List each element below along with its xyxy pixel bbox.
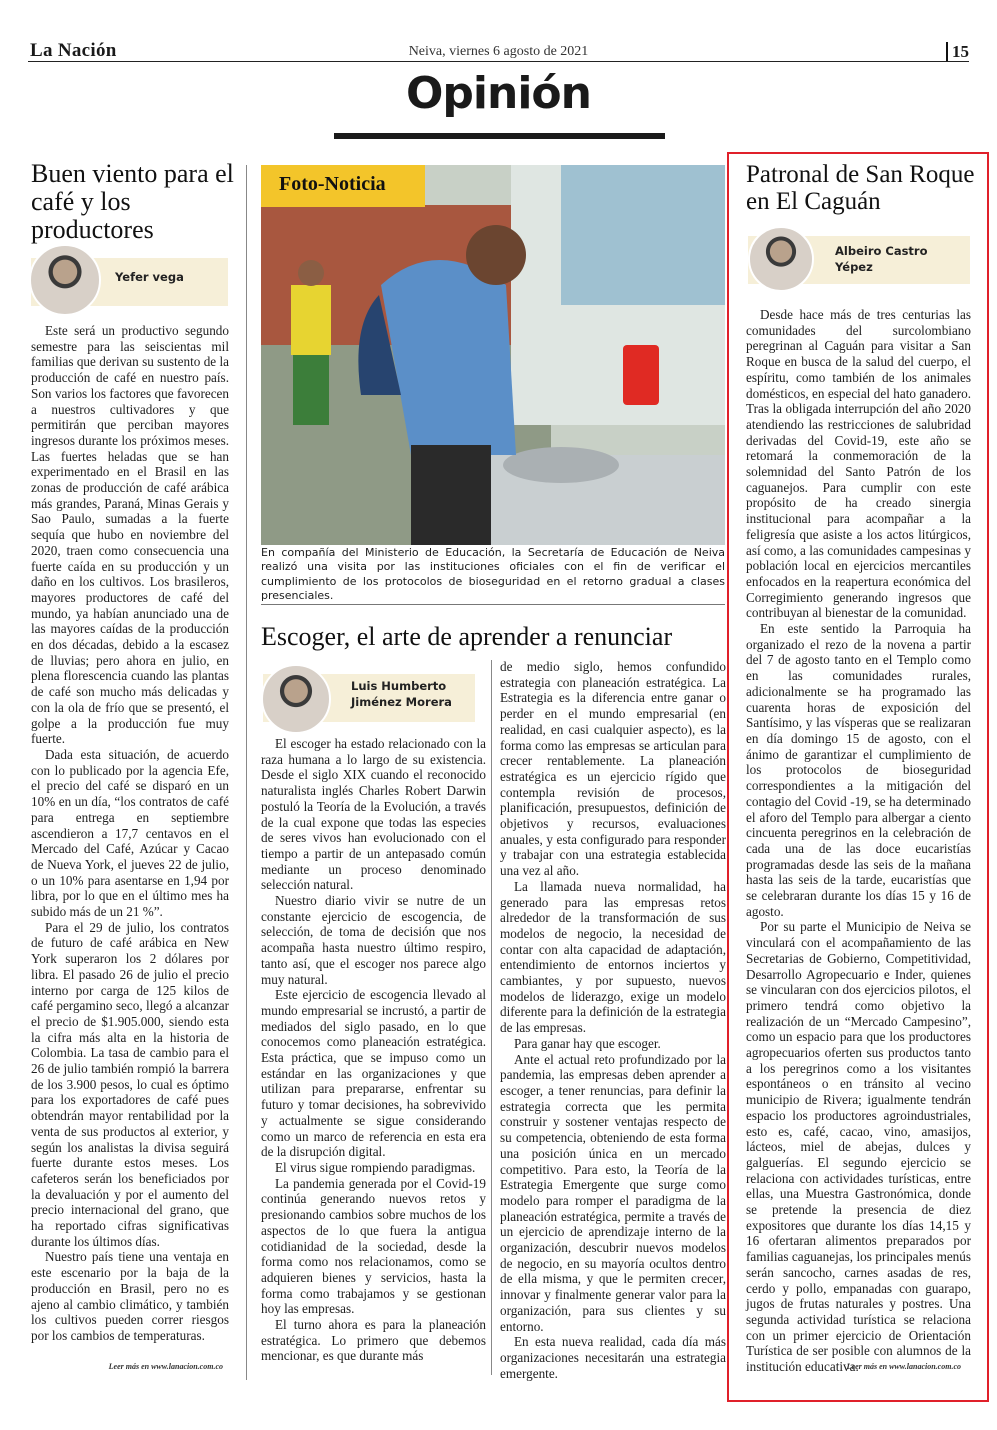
masthead-rule — [28, 61, 969, 62]
author-photo — [29, 244, 101, 316]
photo-illustration — [261, 165, 725, 545]
masthead-brand: La Nación — [30, 40, 117, 61]
paragraph: Para ganar hay que escoger. — [514, 1035, 661, 1051]
author-name-line2: Yépez — [835, 259, 873, 274]
article-body-cafe — [31, 323, 229, 1363]
author-box-cafe — [31, 258, 228, 306]
paragraph: La llamada nueva normalidad, ha generado para las empresas retos alrededor de la transformación de sus modelos de negocio, la necesidad de contar con alta capacidad de adaptación, entendimiento de entornos inciertos y cambiantes, y por supuesto, nuevos modelos de liderazgo, exige un modelo diferente para la definición de la estrategia de las empresas. — [500, 878, 726, 1036]
paragraph: Desde hace más de tres centurias las comunidades del surcolombiano peregrinan al Caguán para visitar a San Roque en busca de la salud del cuerpo, el espíritu, como también de los animales domésticos, en especial del hato ganadero. Tras la obligada interrupción del año 2020 atendiendo las restricciones de salubridad derivadas del Covid-19, este año se retomará la conmemoración de la solemnidad del Santo Patrón de los caguanejos. Para cumplir con este propósito de ha creado sinergia institucional para acompañar a la feligresía que asiste a los actos litúrgicos, así como, a las comunidades campesinas y población local en ejercicios mercantiles enfocados en la reapertura económica del Corregimiento generando ingresos que contribuyan al bienestar de la comunidad. — [746, 307, 971, 621]
paragraph: La pandemia generada por el Covid-19 continúa generando nuevos retos y presionando cambios sobre muchos de los aspectos de lo que fuera la antigua cotidianidad de la sociedad, desde la forma como nos relacionamos, como se adquieren bienes y servicios, hasta la forma como trabajamos y se gestionan hoy las empresas. — [261, 1175, 486, 1317]
photo-caption: En compañía del Ministerio de Educación, la Secretaría de Educación de Neiva realizó una visita por las instituciones oficiales con el fin de verificar el cumplimiento de los protocolos de bioseguridad en el retorno gradual a clases presenciales. — [261, 546, 725, 602]
author-name-line1: Luis Humberto — [351, 679, 447, 693]
article-body-escoger-col1 — [261, 736, 486, 1376]
author-name-line1: Albeiro Castro — [835, 244, 928, 258]
author-photo — [261, 664, 331, 734]
paragraph: Este será un productivo segundo semestre para las seiscientas mil familias que derivan su sustento de la producción de café en nuestro país. Son varios los factores que favorecen a nuestros cultivadores y que permitirán que perciban mayores ingresos durante los próximos meses. Las fuertes heladas que se han experimentado en el Brasil en las zonas de producción de café arábica más grandes, Paraná, Minas Gerais y Sao Paulo, sumadas a la fuerte sequía que hubo en noviembre del 2020, traen como consecuencia una fuerte caída en su producción y un daño en los cultivos. Los brasileros, mayores productores de café del mundo, ya habían anunciado una de las mayores caídas de la producción en dos décadas, debido a la escasez de lluvias; pero ahora en julio, en plena florescencia cuando las plantas de café son mucho más delicadas y con la ola de frío que se presentó, el golpe a la producción fue muy fuerte. — [31, 323, 229, 747]
read-more-link[interactable]: Leer más en www.lanacion.com.co — [108, 1362, 223, 1371]
news-photo — [261, 165, 725, 545]
paragraph: En esta nueva realidad, cada día más organizaciones necesitarán una estrategia emergente. — [500, 1334, 726, 1381]
paragraph: El virus sigue rompiendo paradigmas. — [275, 1159, 476, 1175]
paragraph: Este ejercicio de escogencia llevado al mundo empresarial se incrustó, a partir de mediados del siglo pasado, en lo que conocemos como planeación estratégica. Esta práctica, que se impuso como un estándar en las organizaciones y que utilizan para prepararse, enfrentar su futuro y tomar decisiones, ha sobrevivido y actualmente se sigue considerando como un marco de referencia en esta era de la disrupción digital. — [261, 987, 486, 1160]
article-headline-cafe: Buen viento para el café y los productores — [31, 159, 234, 245]
section-underline — [334, 133, 665, 139]
column-divider-center — [491, 660, 492, 1375]
paragraph: El turno ahora es para la planeación estratégica. Lo primero que debemos mencionar, es que durante más — [261, 1317, 486, 1364]
paragraph: El escoger ha estado relacionado con la raza humana a lo largo de su existencia. Desde el siglo XIX cuando el reconocido naturalista inglés Charles Robert Darwin postuló la Teoría de la Evolución, a través de la cual expone que todas las especies de seres vivos han evolucionado con el tiempo a partir de un antepasado común mediante un proceso denominado selección natural. — [261, 736, 486, 893]
photo-news-tag: Foto-Noticia — [261, 165, 425, 207]
highlight-frame — [727, 152, 989, 1402]
article-headline-san-roque: Patronal de San Roque en El Caguán — [746, 161, 975, 215]
paragraph: Nuestro país tiene una ventaja en este escenario por la baja de la producción en Brasil, pero no es ajeno al cambio climático, y también los cultivos pueden correr riesgos por los cambios de temperaturas. — [31, 1249, 229, 1343]
paragraph: Ante el actual reto profundizado por la pandemia, las empresas deben aprender a escoger, a tener renuncias, para definir la estrategia correcta que les permita construir y sostener ventajas respecto de su competencia, obteniendo de esta forma una posición única en un mercado competitivo. Para esto, la Teoría de la Estrategia Emergente que surge como modelo para romper el paradigma de la planeación estratégica, permite a través de un ejercicio de aprendizaje interno de la organización, descubrir nuevos modelos de negocio, en su mayoría ocultos dentro de ella misma, y que le permiten crecer, innovar y finalmente generar valor para la organización, para sus clientes y su entorno. — [500, 1051, 726, 1334]
section-title: Opinión — [406, 68, 591, 119]
page-number: 15 — [946, 42, 969, 62]
column-divider-left — [246, 165, 247, 1380]
read-more-link[interactable]: Leer más en www.lanacion.com.co — [846, 1362, 961, 1371]
paragraph: Dada esta situación, de acuerdo con lo publicado por la agencia Efe, el precio del café se disparó en un 10% en un día, “los contratos de café para entrega en septiembre ascendieron a 17,7 centavos en el Mercado del Café, Azúcar y Cacao de Nueva York, el jueves 22 de julio, o un 10% para asentarse en 1,94 por libra, por lo que en el último mes ha subido más de un 21 %”. — [31, 746, 229, 920]
paragraph: Para el 29 de julio, los contratos de futuro de café arábica en New York superaron los 2 dólares por libra. El pasado 26 de julio el precio interno por carga de 125 kilos de café pergamino seco, llegó a alcanzar el precio de $1.905.000, siendo esta la cifra más alta en la historia de Colombia. La tasa de cambio para el 26 de julio también rompió la barrera de los 3.900 pesos, lo cual es óptimo para los exportadores de café pues obtendrán mayor rentabilidad por la venta de sus productos al exterior, y según los analistas la divisa seguirá fuerte durante estos meses. Los cafeteros serán los beneficiados por la devaluación y por el aumento del precio internacional del grano, que ha reportado cifras significativas durante los últimos días. — [31, 919, 229, 1249]
author-box-escoger — [263, 674, 475, 722]
paragraph: En este sentido la Parroquia ha organizado el rezo de la novena a partir del 7 de agosto tanto en el Templo como en las comunidades rurales, adicionalmente se ha programado las cuarenta horas de exposición del Santísimo, y las vísperas que se realizaran en día domingo 15 de agosto, con el ánimo de garantizar el cumplimiento de los protocolos de bioseguridad correspondientes a la mitigación del contagio del Covid -19, se ha determinado el aforo del Templo para albergar a ciento cincuenta peregrinos en la celebración de cada una de las doce eucaristías programadas desde las seis de la mañana hasta las seis de la tarde, eucaristías que se celebraran durante los días 15 y 16 de agosto. — [746, 621, 971, 919]
caption-rule — [261, 604, 725, 605]
author-name: Yefer vega — [115, 270, 184, 284]
paragraph: Nuestro diario vivir se nutre de un constante ejercicio de escogencia, de selección, de toma de decisión que nos acompaña hasta nuestro último respiro, tanto así, que el escoger nos parece algo muy natural. — [261, 893, 486, 987]
masthead-date: Neiva, viernes 6 agosto de 2021 — [408, 44, 589, 59]
author-name-line2: Jiménez Morera — [351, 694, 452, 709]
paragraph: Por su parte el Municipio de Neiva se vinculará con el acompañamiento de las Secretarias de Gobierno, Competitividad, Desarrollo Agropecuario e Inder, quienes se vincularan con dos ejercicios pilotos, el primero tendrá como objetivo la realización de un “Mercado Campesino”, como un espacio para que los productores agropecuarios oferten sus productos tanto a los peregrinos como a los visitantes espontáneos o en tránsito al vecino municipio de Rivera; igualmente tendrán espacio los productores agroindustriales, esto es, café, cacao, vino, amasijos, lácteos, miel de abejas, dulces y galguerías. El segundo ejercicio se relaciona con actividades turísticas, entre ellas, una Muestra Gastronómica, donde se pretende la presencia de diez expositores que durante los días 14,15 y 16 ofertaran alimentos preparados por familias caguanejas, los principales menús serán sancocho, carnes asadas de res, cerdo y pollo, empanadas con guarapo, jugos de frutas naturales y postres. Una segunda actividad turística se relaciona con un primer ejercicio de Orientación Turística de ser posible con alumnos de la institución educativa. — [746, 919, 971, 1375]
article-headline-escoger: Escoger, el arte de aprender a renunciar — [261, 622, 673, 651]
author-name — [351, 679, 452, 710]
article-body-escoger-col2 — [500, 659, 726, 1381]
paragraph: de medio siglo, hemos confundido estrategia con planeación estratégica. La Estrategia es la diferencia entre ganar o perder en el mundo empresarial (en realidad, en casi cualquier aspecto), es la forma como las empresas se articulan para crecer rentablemente. La planeación estratégica es un ejercicio rígido que contempla revisión de procesos, planificación, presupuestos, definición de objetivos y recursos, evaluaciones anuales, y esta configurado para responder y trabajar con una estrategia establecida una vez al año. — [500, 659, 726, 879]
